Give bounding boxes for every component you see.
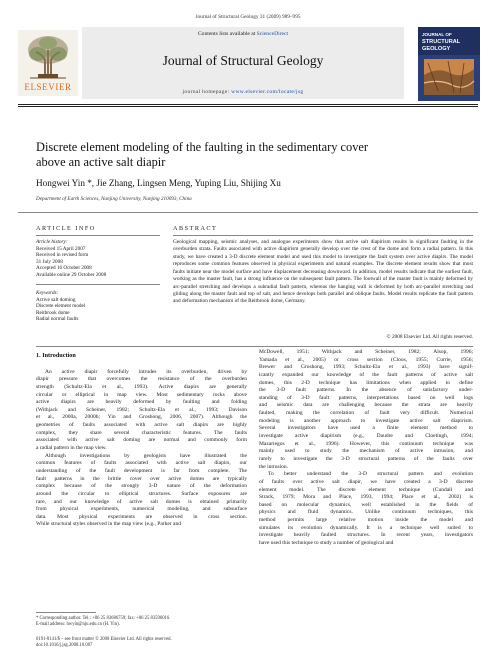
history-entry: Available online 29 October 2008 bbox=[36, 271, 107, 278]
homepage-prefix: journal homepage: bbox=[182, 89, 232, 95]
history-entry: Received in revised form bbox=[36, 252, 89, 259]
text-line bbox=[36, 361, 247, 369]
title-line-2: above an active salt diapir bbox=[36, 155, 166, 169]
text-line: have used this technique to study a number of geological and bbox=[259, 540, 394, 547]
text-line: faulted, making the correlation of fault very difficult. Numerical bbox=[259, 410, 473, 417]
footnote bbox=[36, 616, 247, 628]
elsevier-logo bbox=[18, 30, 78, 96]
body-right-column bbox=[259, 349, 473, 548]
text-line: simulates its evolution dynamically. It is a technique well suited to bbox=[259, 524, 473, 531]
title-rule bbox=[18, 212, 478, 213]
text-line: Several investigators have used a finite element method to bbox=[259, 425, 473, 432]
keywords-block bbox=[36, 290, 160, 323]
author-list: Hongwei Yin *, Jie Zhang, Lingsen Meng, Yuping Liu, Shijing Xu bbox=[36, 178, 281, 188]
journal-homepage bbox=[82, 89, 404, 95]
text-line: complex because of the strongly 3-D nature of the deformation bbox=[36, 483, 247, 490]
text-line: Brewer and Groshong, 1993; Schultz-Ela et al., 1993) have signif- bbox=[259, 364, 473, 371]
abstract-rule bbox=[173, 235, 473, 236]
text-line: investigate heavily faulted structures. In recent years, investigators bbox=[259, 532, 473, 539]
text-line: rarely to investigate the 3-D structural patterns of the faults over bbox=[259, 455, 473, 462]
text-line: Although investigations by geologists have illustrated the bbox=[45, 452, 247, 459]
info-rule bbox=[36, 235, 160, 236]
text-line: complex, they share several characteristic features. The faults bbox=[36, 429, 247, 436]
keyword-item: Reitbrook dome bbox=[36, 309, 70, 316]
text-line: associated with active salt doming are normal and commonly form bbox=[36, 437, 247, 444]
text-line: and seismic data are challenging because the strata are heavily bbox=[259, 402, 473, 409]
text-line: mainly used to study the mechanism of active intrusion, and bbox=[259, 448, 473, 455]
text-line: a radial pattern in the map view. bbox=[36, 445, 107, 452]
text-line: physics and fluid dynamics. Unlike continuum techniques, this bbox=[259, 509, 473, 516]
text-line: McDowell, 1951; Withjack and Scheiner, 1982; Alsop, 1996; bbox=[259, 349, 473, 355]
text-line: the intrusion. bbox=[259, 463, 289, 470]
body-left-column bbox=[36, 361, 247, 529]
article-history bbox=[36, 239, 160, 279]
keyword-item: Radial normal faults bbox=[36, 316, 79, 323]
abstract-text: Geological mapping, seismic analyses, and analogue experiments show that active salt diapirism results in significant faulting in the overburden strata. Faults associated with active diapirism generally develop over the crest of the dome and form a radial pattern. In this study, we have created a 3-D discrete element model and used this model to investigate the fault system over active diapirs. The model reproduces some common features observed in physical experiments and natural examples. The discrete element results show that most faults initiate near the model surface and have displacement decreasing downward. In addition, model results indicate that the earliest fault, working as the master fault, has a strong influence on the subsequent fault pattern. The footwall of the master fault is mainly deformed by arc-parallel stretching and develops a subradial fault pattern, whereas the hanging wall is deformed by both arc-parallel stretching and gliding along the master fault and top of salt, and hence develops both parallel and oblique faults. Model results replicate the fault pattern and deformation mechanism of the Reitbrook dome, Germany. bbox=[173, 239, 473, 305]
text-line: standing of 3-D fault patterns, interpretations based on well logs bbox=[259, 394, 473, 401]
keywords-rule bbox=[36, 284, 160, 285]
article-title bbox=[36, 140, 466, 170]
history-entry: Accepted 16 October 2008 bbox=[36, 265, 92, 272]
text-line: Strack, 1979; Mora and Place, 1993, 1994; Place et al., 2002) is bbox=[259, 494, 473, 501]
cover-title-2: STRUCTURAL bbox=[422, 39, 461, 45]
text-line: circular or elliptical in map view. Most sedimentary rocks above bbox=[36, 391, 247, 398]
text-line: While structural styles observed in the map view (e.g., Parker and bbox=[36, 521, 181, 528]
text-line: To better understand the 3-D structural pattern and evolution bbox=[268, 471, 473, 478]
article-info-heading: ARTICLE INFO bbox=[36, 225, 96, 232]
text-line: from physical experiments, numerical modeling, and subsurface bbox=[36, 506, 247, 513]
section-heading-introduction: 1. Introduction bbox=[36, 352, 76, 359]
homepage-link[interactable]: www.elsevier.com/locate/jsg bbox=[231, 89, 304, 95]
text-line: method permits large relative motion inside the model and bbox=[259, 517, 473, 524]
cover-title-1: JOURNAL OF bbox=[422, 32, 452, 37]
sciencedirect-link[interactable]: ScienceDirect bbox=[256, 31, 289, 37]
issn-line: 0191-8141/$ – see front matter © 2008 Elsevier Ltd. All rights reserved. bbox=[36, 637, 172, 642]
text-line: investigate active diapirism (e.g., Daudre and Cloetingh, 1994; bbox=[259, 433, 473, 440]
text-line: fault patterns in the brittle cover over active domes are typically bbox=[36, 475, 247, 482]
footnote-email: E-mail address: hwyin@nju.edu.cn (H. Yin). bbox=[36, 622, 120, 627]
text-line: icantly expanded our knowledge of the fault patterns of active salt bbox=[259, 371, 473, 378]
keywords-label: Keywords: bbox=[36, 290, 59, 296]
footnote-corresponding: * Corresponding author. Tel.: +86 25 83686759; fax: +86 25 83596016. bbox=[36, 616, 171, 621]
affiliation: Department of Earth Sciences, Nanjing University, Nanjing 210093, China bbox=[36, 196, 192, 202]
abstract-heading: ABSTRACT bbox=[173, 225, 218, 232]
text-line: Mazariegos et al., 1996). However, this continuum technique was bbox=[259, 440, 473, 447]
text-line: around the circular to elliptical structures. Surface exposures are bbox=[36, 490, 247, 497]
text-line: An active diapir forcefully intrudes its overburden, driven by bbox=[45, 368, 247, 375]
text-line: based on molecular dynamics, well established in the fields of bbox=[259, 501, 473, 508]
text-line: rare, and our knowledge of active salt domes is obtained primarily bbox=[36, 498, 247, 505]
cover-title-3: GEOLOGY bbox=[422, 46, 451, 52]
journal-citation: Journal of Structural Geology 31 (2009) 989–995 bbox=[195, 14, 301, 20]
text-line: data. Most physical experiments are observed in cross section. bbox=[36, 513, 247, 520]
text-line: modeling is another approach to investigate active salt diapirism. bbox=[259, 417, 473, 424]
header-rule bbox=[18, 104, 478, 105]
keyword-item: Active salt doming bbox=[36, 296, 76, 303]
text-line: et al., 2000a, 2000b; Yin and Groshong, 2006, 2007). Although the bbox=[36, 414, 247, 421]
contents-availability bbox=[82, 31, 404, 37]
text-line: strength (Schultz-Ela et al., 1993). Active diapirs are generally bbox=[36, 383, 247, 390]
keyword-item: Discrete element model bbox=[36, 303, 86, 310]
doi-line: doi:10.1016/j.jsg.2008.10.007 bbox=[36, 643, 93, 648]
text-line: common features of faults associated with active salt diapirs, our bbox=[36, 460, 247, 467]
elsevier-wordmark: ELSEVIER bbox=[24, 82, 72, 92]
text-line: element model. The discrete element technique (Cundall and bbox=[259, 486, 473, 493]
footnote-rule bbox=[36, 612, 96, 613]
contents-prefix: Contents lists available at bbox=[197, 31, 257, 37]
issn-block bbox=[36, 637, 336, 649]
header-rule-double bbox=[18, 106, 478, 107]
text-line: of faults over active salt diapir, we have created a 3-D discrete bbox=[259, 478, 473, 485]
journal-cover-image bbox=[418, 27, 480, 101]
text-line: diapir pressure that overcomes the resistance of the overburden bbox=[36, 376, 247, 383]
text-line: active diapirs are heavily deformed by faulting and folding bbox=[36, 399, 247, 406]
abstract-copyright: © 2008 Elsevier Ltd. All rights reserved. bbox=[386, 334, 473, 340]
abstract-bottom-rule bbox=[36, 346, 473, 347]
text-line: understanding of the fault development is far from complete. The bbox=[36, 467, 247, 474]
title-line-1: Discrete element modeling of the faulting in the sedimentary cover bbox=[36, 140, 369, 154]
journal-name: Journal of Structural Geology bbox=[162, 53, 324, 68]
text-line: (Withjack and Scheiner, 1982; Schultz-Ela et al., 1993; Davison bbox=[36, 406, 247, 413]
text-line: the 3-D fault patterns. In the absence of satisfactory under- bbox=[259, 387, 473, 394]
history-entry: Received 15 April 2007 bbox=[36, 245, 86, 252]
text-line: domes, this 2-D technique has limitations when applied to define bbox=[259, 379, 473, 386]
text-line: Yamada et al., 2005) or cross section (Cloos, 1955; Currie, 1956; bbox=[259, 356, 473, 363]
history-entry: 31 July 2008 bbox=[36, 258, 63, 265]
history-label: Article history: bbox=[36, 239, 68, 245]
text-line: geometries of faults associated with active salt diapirs are highly bbox=[36, 422, 247, 429]
